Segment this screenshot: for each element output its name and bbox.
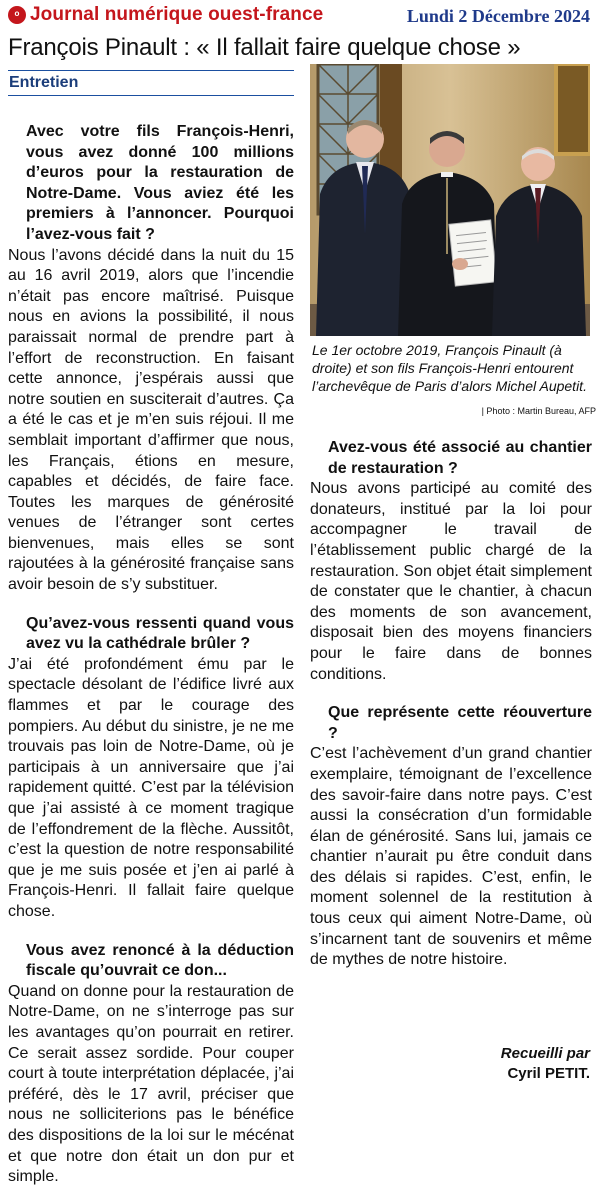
answer-2: J’ai été profondément ému par le spectacle désolant de l’édifice livré aux flammes et par le courage des pompiers. Au début du sinistre, je ne me trouvais pas loin de Notre-Dame, où je participais à un anniversaire que j’ai rapidement quitté. C’est par la télévision que j’ai assisté à ce moment tragique de l’effondrement de la flèche. Aussitôt, c’est la question de notre responsabilité que je me suis posée et j’en ai parlé à François-Henri. Il fallait faire quelque chose. [8,655,294,920]
signature-collected: Recueilli par [500,1045,590,1062]
answer-1: Nous l’avons décidé dans la nuit du 15 au 16 avril 2019, alors que l’incendie n’était pas encore maîtrisé. Puisque nous en avions la possibilité, il nous paraissait normal de prendre part à l’effort de reconstruction. En faisant cette annonce, j’espérais aussi que notre soutien en susciterait d’autres. Ça a été le cas et je m’en suis réjoui. Il me semblait important d’affirmer que nous, les Français, étions en mesure, capables et décidés, de faire face. Toutes les marques de générosité venues de l’étranger sont certes bienvenues, mais elles se sont rajoutées à la générosité française sans avoir besoin de s’y substituer. [8,246,294,594]
publication-date: Lundi 2 Décembre 2024 [406,6,590,26]
photo-credit: | Photo : Martin Bureau, AFP [481,406,596,416]
question-1: Avec votre fils François-Henri, vous avez donné 100 millions d’euros pour la restauration de Notre-Dame. Vous aviez été les premiers à l’annoncer. Pourquoi l’avez-vous fait ? [26,123,294,243]
article-headline: François Pinault : « Il fallait faire quelque chose » [8,34,521,61]
signature-author: Cyril PETIT. [507,1065,590,1082]
kicker-label: Entretien [9,74,79,91]
right-column [310,420,592,971]
answer-3: Quand on donne pour la restauration de Notre-Dame, on ne s’interroge pas sur les avantages qu’on pourrait en retirer. Ce serait assez sordide. Pour couper court à toute interprétation déplacée, j’ai préféré, dès le 17 avril, préciser que nous ne solliciterions pas le bénéfice des dispositions de la loi sur le mécénat et que notre don était un don pur et simple. [8,982,294,1186]
article-photo [310,64,590,336]
left-column [8,122,294,1188]
signature [501,1044,590,1084]
section-kicker [8,70,294,96]
answer-4: Nous avons participé au comité des donateurs, institué par la loi pour accompagner le travail de l’établissement public chargé de la restauration. Son objet était simplement de constater que le chantier, à chacun des moments de son avancement, disposait bien des moyens financiers pour le faire dans de bonnes conditions. [310,480,592,683]
photo-caption: Le 1er octobre 2019, François Pinault (à droite) et son fils François-Henri entourent l’archevêque de Paris d’alors Michel Aupetit. [312,342,587,394]
masthead [0,0,600,34]
ouest-france-logo-icon: ᵒ [8,6,26,24]
question-4: Avez-vous été associé au chantier de restauration ? [328,439,592,477]
answer-5: C’est l’achèvement d’un grand chantier exemplaire, témoignant de l’excellence des savoir-faire dans notre pays. C’est aussi la consécration d’un formidable élan de générosité. Sans lui, jamais ce chantier n’aurait pu être conduit dans des délais si rapides. C’est, enfin, le moment solennel de la restitution à tous ceux qui aiment Notre-Dame, où s’incarnent tant de souvenirs et même de mythes de notre histoire. [310,745,592,969]
question-5: Que représente cette réouverture ? [328,704,592,742]
journal-name: Journal numérique ouest-france [30,4,324,25]
photo-illustration [310,64,590,336]
question-2: Qu’avez-vous ressenti quand vous avez vu la cathédrale brûler ? [26,614,294,653]
question-3: Vous avez renoncé à la déduction fiscale qu’ouvrait ce don... [26,941,294,980]
